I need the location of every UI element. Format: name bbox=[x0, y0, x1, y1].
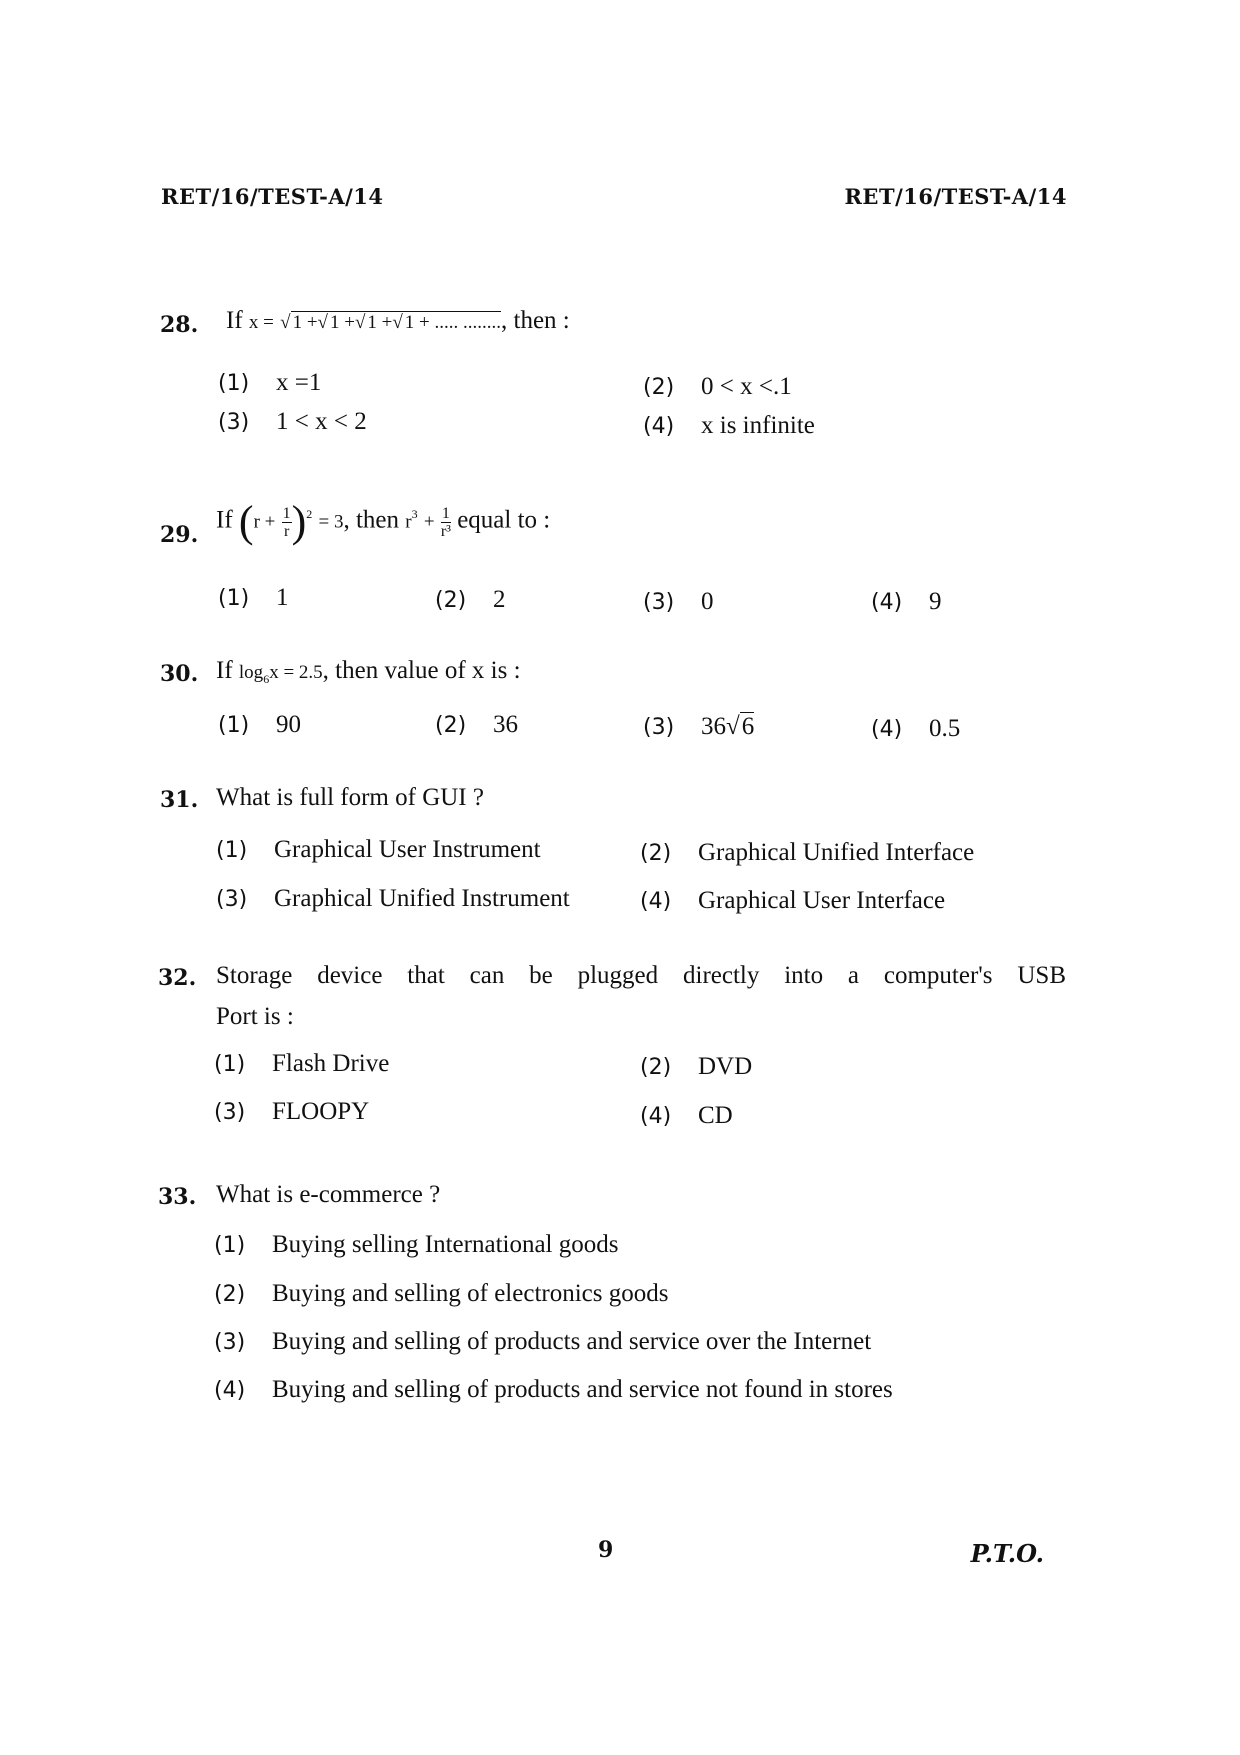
option: (3) 36√6 bbox=[643, 713, 755, 740]
question-number: 28. bbox=[160, 312, 199, 338]
option: (2) Graphical Unified Interface bbox=[640, 839, 975, 866]
option: (3) 0 bbox=[643, 588, 714, 615]
option: (4) CD bbox=[640, 1102, 733, 1129]
option: (1) 1 bbox=[218, 584, 289, 611]
option: (3) FLOOPY bbox=[214, 1098, 370, 1125]
pto-label: P.T.O. bbox=[970, 1539, 1044, 1568]
option: (2) 36 bbox=[435, 711, 518, 738]
question-number: 32. bbox=[158, 965, 197, 991]
question-stem: If $\log_6x = 2.5$, then value of x is : bbox=[216, 657, 521, 686]
question-stem: If (r + $\frac{1}{r}$ )$^2$ = 3, then $r^3$ + $\frac{1}{\text{r³}}$ equal to : bbox=[216, 497, 551, 546]
option: (1) Flash Drive bbox=[214, 1050, 390, 1077]
question-number: 30. bbox=[160, 661, 199, 687]
option: (1) Graphical User Instrument bbox=[216, 836, 541, 863]
option: (4) x is infinite bbox=[643, 412, 815, 439]
question-number: 33. bbox=[158, 1184, 197, 1210]
option: (2) DVD bbox=[640, 1053, 753, 1080]
question-stem: What is full form of GUI ? bbox=[216, 784, 484, 811]
option: (2) 0 < x <.1 bbox=[643, 373, 792, 400]
option: (3) Buying and selling of products and service over the Internet bbox=[214, 1328, 872, 1355]
nested-radical: √ 1 +√ 1 +√ 1 +√ 1 + ..... ........ bbox=[280, 312, 501, 333]
option: (1) x =1 bbox=[218, 369, 322, 396]
question-number: 31. bbox=[160, 787, 199, 813]
option: (4) 9 bbox=[871, 588, 942, 615]
option: (2) 2 bbox=[435, 586, 506, 613]
question-stem-line: Storage device that can be plugged directly into a computer's USB bbox=[216, 962, 1066, 989]
question-number: 29. bbox=[160, 522, 199, 548]
question-stem-line: Port is : bbox=[216, 1003, 294, 1030]
option: (4) Graphical User Interface bbox=[640, 887, 946, 914]
option: (4) Buying and selling of products and service not found in stores bbox=[214, 1376, 893, 1403]
header-code-left: RET/16/TEST-A/14 bbox=[161, 184, 384, 209]
option: (2) Buying and selling of electronics goods bbox=[214, 1280, 669, 1307]
option: (1) Buying selling International goods bbox=[214, 1231, 619, 1258]
option: (1) 90 bbox=[218, 711, 301, 738]
question-stem: If x = √ 1 +√ 1 +√ 1 +√ 1 + ..... ........, then : bbox=[226, 307, 570, 334]
question-stem: What is e-commerce ? bbox=[216, 1181, 441, 1208]
page-number: 9 bbox=[598, 1537, 614, 1563]
option: (3) Graphical Unified Instrument bbox=[216, 885, 570, 912]
header-code-right: RET/16/TEST-A/14 bbox=[844, 184, 1067, 209]
option: (3) 1 < x < 2 bbox=[218, 408, 367, 435]
option: (4) 0.5 bbox=[871, 715, 961, 742]
